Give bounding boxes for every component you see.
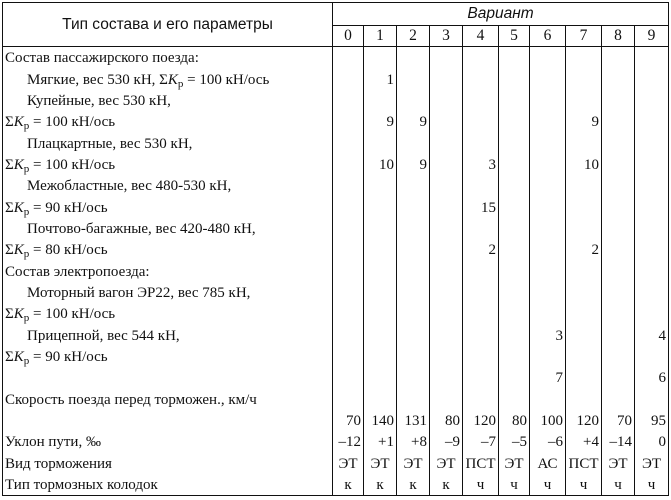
variant-value	[397, 196, 430, 217]
header-variant: Вариант	[333, 3, 669, 26]
table-row	[3, 431, 669, 452]
variant-value	[430, 388, 463, 409]
variant-value: 6	[635, 367, 669, 388]
variant-value	[333, 196, 364, 217]
variant-value	[364, 282, 397, 303]
variant-value	[499, 90, 530, 111]
parameter-label: Тип тормозных колодок	[3, 474, 333, 496]
variant-value: 140	[364, 410, 397, 431]
table-row	[3, 452, 669, 473]
variant-value	[430, 90, 463, 111]
variant-value	[397, 282, 430, 303]
variant-value: 100	[530, 410, 566, 431]
variant-number: 6	[530, 26, 566, 47]
variant-value	[333, 132, 364, 153]
variant-value	[530, 346, 566, 367]
parameter-label: Купейные, вес 530 кН,	[3, 90, 333, 111]
variant-value: ПСТ	[463, 452, 499, 473]
variant-value: +1	[364, 431, 397, 452]
variant-value	[430, 239, 463, 260]
variant-number: 9	[635, 26, 669, 47]
parameter-label: Прицепной, вес 544 кН,	[3, 324, 333, 345]
variant-value: –6	[530, 431, 566, 452]
variant-value: 10	[566, 154, 602, 175]
variant-value	[333, 260, 364, 281]
variant-value: 70	[333, 410, 364, 431]
variant-value	[530, 90, 566, 111]
table-row	[3, 132, 669, 153]
variant-value	[463, 111, 499, 132]
parameter-label: $\Sigma K_p = 100$ кН/ось	[3, 303, 333, 324]
variant-value	[530, 303, 566, 324]
variant-value	[397, 218, 430, 239]
variant-value: ЭТ	[333, 452, 364, 473]
table-row	[3, 303, 669, 324]
variant-value: 80	[499, 410, 530, 431]
variant-value	[499, 346, 530, 367]
variant-value: +4	[566, 431, 602, 452]
variant-value: 80	[430, 410, 463, 431]
variant-value	[397, 260, 430, 281]
variant-number: 2	[397, 26, 430, 47]
variant-value	[499, 218, 530, 239]
parameter-label: Состав электропоезда:	[3, 260, 333, 281]
parameter-label: Моторный вагон ЭР22, вес 785 кН,	[3, 282, 333, 303]
parameter-label: Вид торможения	[3, 452, 333, 473]
variant-value	[397, 47, 430, 69]
variant-value: 10	[364, 154, 397, 175]
variant-value	[430, 282, 463, 303]
variant-value: 3	[530, 324, 566, 345]
variant-value	[333, 388, 364, 409]
variant-value	[499, 324, 530, 345]
variant-value	[530, 282, 566, 303]
variant-value	[566, 68, 602, 89]
variant-value	[499, 111, 530, 132]
variant-value	[530, 388, 566, 409]
variant-value	[364, 132, 397, 153]
variant-value	[499, 282, 530, 303]
variant-value	[463, 132, 499, 153]
variant-value	[602, 154, 635, 175]
parameter-label: $\Sigma K_p = 100$ кН/ось	[3, 154, 333, 175]
parameter-label: $\Sigma K_p = 90$ кН/ось	[3, 346, 333, 367]
variant-value	[635, 111, 669, 132]
variant-value	[566, 367, 602, 388]
variant-value	[333, 111, 364, 132]
variant-value	[364, 90, 397, 111]
parameter-label: Плацкартные, вес 530 кН,	[3, 132, 333, 153]
variant-value	[635, 388, 669, 409]
variant-value	[397, 68, 430, 89]
variant-value	[530, 111, 566, 132]
variant-value	[602, 175, 635, 196]
variant-value	[566, 346, 602, 367]
variant-value	[397, 303, 430, 324]
variant-value	[635, 218, 669, 239]
variant-value	[430, 154, 463, 175]
variant-value	[530, 68, 566, 89]
variant-value	[566, 303, 602, 324]
variant-value	[397, 346, 430, 367]
variant-value	[430, 303, 463, 324]
variant-value	[602, 90, 635, 111]
variant-value: 9	[397, 154, 430, 175]
parameter-label	[3, 367, 333, 388]
variant-value	[333, 90, 364, 111]
variant-value	[499, 367, 530, 388]
variant-value: 9	[397, 111, 430, 132]
variant-value	[499, 132, 530, 153]
variant-number: 5	[499, 26, 530, 47]
variant-value	[530, 196, 566, 217]
variant-value	[364, 218, 397, 239]
variant-value: 4	[635, 324, 669, 345]
table-row	[3, 260, 669, 281]
variant-value	[463, 260, 499, 281]
variant-value	[566, 175, 602, 196]
variant-value	[635, 303, 669, 324]
variant-value	[499, 154, 530, 175]
variant-number: 0	[333, 26, 364, 47]
variant-value	[635, 175, 669, 196]
variant-value: 70	[602, 410, 635, 431]
variant-value: –7	[463, 431, 499, 452]
variant-value	[635, 68, 669, 89]
variant-value	[463, 47, 499, 69]
variant-value	[430, 196, 463, 217]
variant-value	[566, 90, 602, 111]
variant-value	[602, 367, 635, 388]
variant-value	[566, 47, 602, 69]
table-row	[3, 282, 669, 303]
variant-value	[333, 346, 364, 367]
variant-value	[530, 47, 566, 69]
parameter-label	[3, 410, 333, 431]
variant-value	[566, 218, 602, 239]
variant-value	[602, 196, 635, 217]
variant-value	[602, 68, 635, 89]
variant-value	[463, 388, 499, 409]
variant-value	[463, 367, 499, 388]
variant-value	[530, 260, 566, 281]
variant-value	[566, 324, 602, 345]
variant-value: 131	[397, 410, 430, 431]
variant-value: –9	[430, 431, 463, 452]
variant-value: 1	[364, 68, 397, 89]
variant-value	[499, 196, 530, 217]
variant-value: –14	[602, 431, 635, 452]
variant-value: ч	[635, 474, 669, 496]
variant-value	[463, 90, 499, 111]
variant-value: 0	[635, 431, 669, 452]
variant-value	[430, 324, 463, 345]
parameter-label: Состав пассажирского поезда:	[3, 47, 333, 69]
table-row	[3, 196, 669, 217]
variant-value	[635, 282, 669, 303]
variant-value	[397, 132, 430, 153]
variant-value: ч	[602, 474, 635, 496]
variant-value	[364, 388, 397, 409]
table-row	[3, 90, 669, 111]
variant-value	[333, 239, 364, 260]
variant-value	[364, 260, 397, 281]
parameter-label: Скорость поезда перед торможен., км/ч	[3, 388, 333, 409]
variant-value: 2	[566, 239, 602, 260]
variant-value	[397, 388, 430, 409]
variant-value: 95	[635, 410, 669, 431]
variant-value	[602, 111, 635, 132]
variant-value	[602, 132, 635, 153]
variant-value	[364, 175, 397, 196]
variant-value	[333, 68, 364, 89]
variant-value	[530, 132, 566, 153]
variant-value	[397, 324, 430, 345]
variant-value: ч	[530, 474, 566, 496]
variant-value	[430, 111, 463, 132]
table-row	[3, 175, 669, 196]
variant-value	[602, 346, 635, 367]
variant-value	[430, 68, 463, 89]
table-row	[3, 47, 669, 69]
variant-value	[463, 68, 499, 89]
variant-value: –5	[499, 431, 530, 452]
table-row	[3, 388, 669, 409]
variant-value: 9	[566, 111, 602, 132]
variant-value: +8	[397, 431, 430, 452]
parameter-label: $\Sigma K_p = 80$ кН/ось	[3, 239, 333, 260]
variant-value	[463, 218, 499, 239]
variant-value	[397, 367, 430, 388]
parameter-label: Уклон пути, ‰	[3, 431, 333, 452]
variant-value	[430, 175, 463, 196]
variant-value	[463, 324, 499, 345]
variant-value	[566, 388, 602, 409]
variant-value	[430, 260, 463, 281]
header-title: Тип состава и его параметры	[3, 3, 333, 47]
variant-value	[602, 303, 635, 324]
variant-value	[397, 239, 430, 260]
variant-value	[602, 324, 635, 345]
variant-value: ЭТ	[397, 452, 430, 473]
variant-value: 15	[463, 196, 499, 217]
variant-value	[635, 132, 669, 153]
variant-value	[463, 303, 499, 324]
variant-value: ч	[499, 474, 530, 496]
table-body	[3, 47, 669, 496]
variant-value	[602, 218, 635, 239]
table-row	[3, 239, 669, 260]
variant-value: 120	[566, 410, 602, 431]
table-row	[3, 474, 669, 496]
variant-value	[333, 47, 364, 69]
table-row	[3, 324, 669, 345]
parameter-label: Почтово-багажные, вес 420-480 кН,	[3, 218, 333, 239]
variant-value	[635, 154, 669, 175]
variant-value	[499, 47, 530, 69]
variant-value	[635, 346, 669, 367]
variant-value	[333, 324, 364, 345]
parameter-label: $\Sigma K_p = 100$ кН/ось	[3, 111, 333, 132]
variant-value	[602, 282, 635, 303]
table-row	[3, 68, 669, 89]
table-row	[3, 410, 669, 431]
parameters-table	[2, 2, 668, 496]
variant-value	[602, 239, 635, 260]
variant-value	[333, 154, 364, 175]
variant-value: –12	[333, 431, 364, 452]
variant-value	[602, 388, 635, 409]
variant-value	[635, 47, 669, 69]
variant-value	[364, 303, 397, 324]
variant-value	[430, 132, 463, 153]
variant-value	[602, 260, 635, 281]
variant-value	[499, 68, 530, 89]
variant-value	[463, 346, 499, 367]
variant-value	[499, 239, 530, 260]
variant-value	[635, 90, 669, 111]
variant-value	[397, 90, 430, 111]
variant-number: 7	[566, 26, 602, 47]
parameter-label: Мягкие, вес 530 кН, $\Sigma K_p = 100$ кН/ось	[3, 68, 333, 89]
variant-value: 9	[364, 111, 397, 132]
variant-value	[602, 47, 635, 69]
variant-value	[463, 175, 499, 196]
variant-value	[499, 260, 530, 281]
variant-value	[430, 218, 463, 239]
variant-value	[530, 175, 566, 196]
table-row	[3, 111, 669, 132]
variant-value: ЭТ	[499, 452, 530, 473]
table-row	[3, 154, 669, 175]
variant-number: 3	[430, 26, 463, 47]
variant-number: 8	[602, 26, 635, 47]
variant-value	[566, 132, 602, 153]
variant-value	[635, 239, 669, 260]
variant-value	[364, 47, 397, 69]
variant-value: к	[364, 474, 397, 496]
variant-value: ЭТ	[602, 452, 635, 473]
variant-value	[463, 282, 499, 303]
table-row	[3, 367, 669, 388]
variant-value	[566, 282, 602, 303]
variant-value	[397, 175, 430, 196]
variant-value: 2	[463, 239, 499, 260]
variant-number: 1	[364, 26, 397, 47]
variant-value	[333, 367, 364, 388]
table-row	[3, 218, 669, 239]
variant-value	[530, 218, 566, 239]
variant-value: 3	[463, 154, 499, 175]
variant-value	[430, 47, 463, 69]
variant-value: ПСТ	[566, 452, 602, 473]
variant-value: ч	[566, 474, 602, 496]
variant-value: к	[333, 474, 364, 496]
variant-value: АС	[530, 452, 566, 473]
variant-value: 120	[463, 410, 499, 431]
variant-value	[333, 218, 364, 239]
variant-value	[430, 346, 463, 367]
variant-value	[364, 346, 397, 367]
variant-value	[635, 196, 669, 217]
variant-value	[499, 175, 530, 196]
variant-value	[333, 282, 364, 303]
variant-value	[333, 303, 364, 324]
variant-value	[364, 239, 397, 260]
variant-value	[635, 260, 669, 281]
variant-value: к	[397, 474, 430, 496]
variant-value: ЭТ	[364, 452, 397, 473]
variant-value	[430, 367, 463, 388]
variant-value	[530, 239, 566, 260]
variant-value: ЭТ	[430, 452, 463, 473]
parameter-label: Межобластные, вес 480-530 кН,	[3, 175, 333, 196]
variant-value	[364, 196, 397, 217]
variant-value: ЭТ	[635, 452, 669, 473]
variant-value	[566, 260, 602, 281]
table-row	[3, 346, 669, 367]
variant-value	[364, 324, 397, 345]
variant-value	[364, 367, 397, 388]
variant-value: ч	[463, 474, 499, 496]
variant-value	[333, 175, 364, 196]
variant-number: 4	[463, 26, 499, 47]
variant-value: 7	[530, 367, 566, 388]
parameter-label: $\Sigma K_p = 90$ кН/ось	[3, 196, 333, 217]
variant-value	[499, 388, 530, 409]
variant-value	[530, 154, 566, 175]
variant-value	[499, 303, 530, 324]
variant-value	[566, 196, 602, 217]
variant-value: к	[430, 474, 463, 496]
